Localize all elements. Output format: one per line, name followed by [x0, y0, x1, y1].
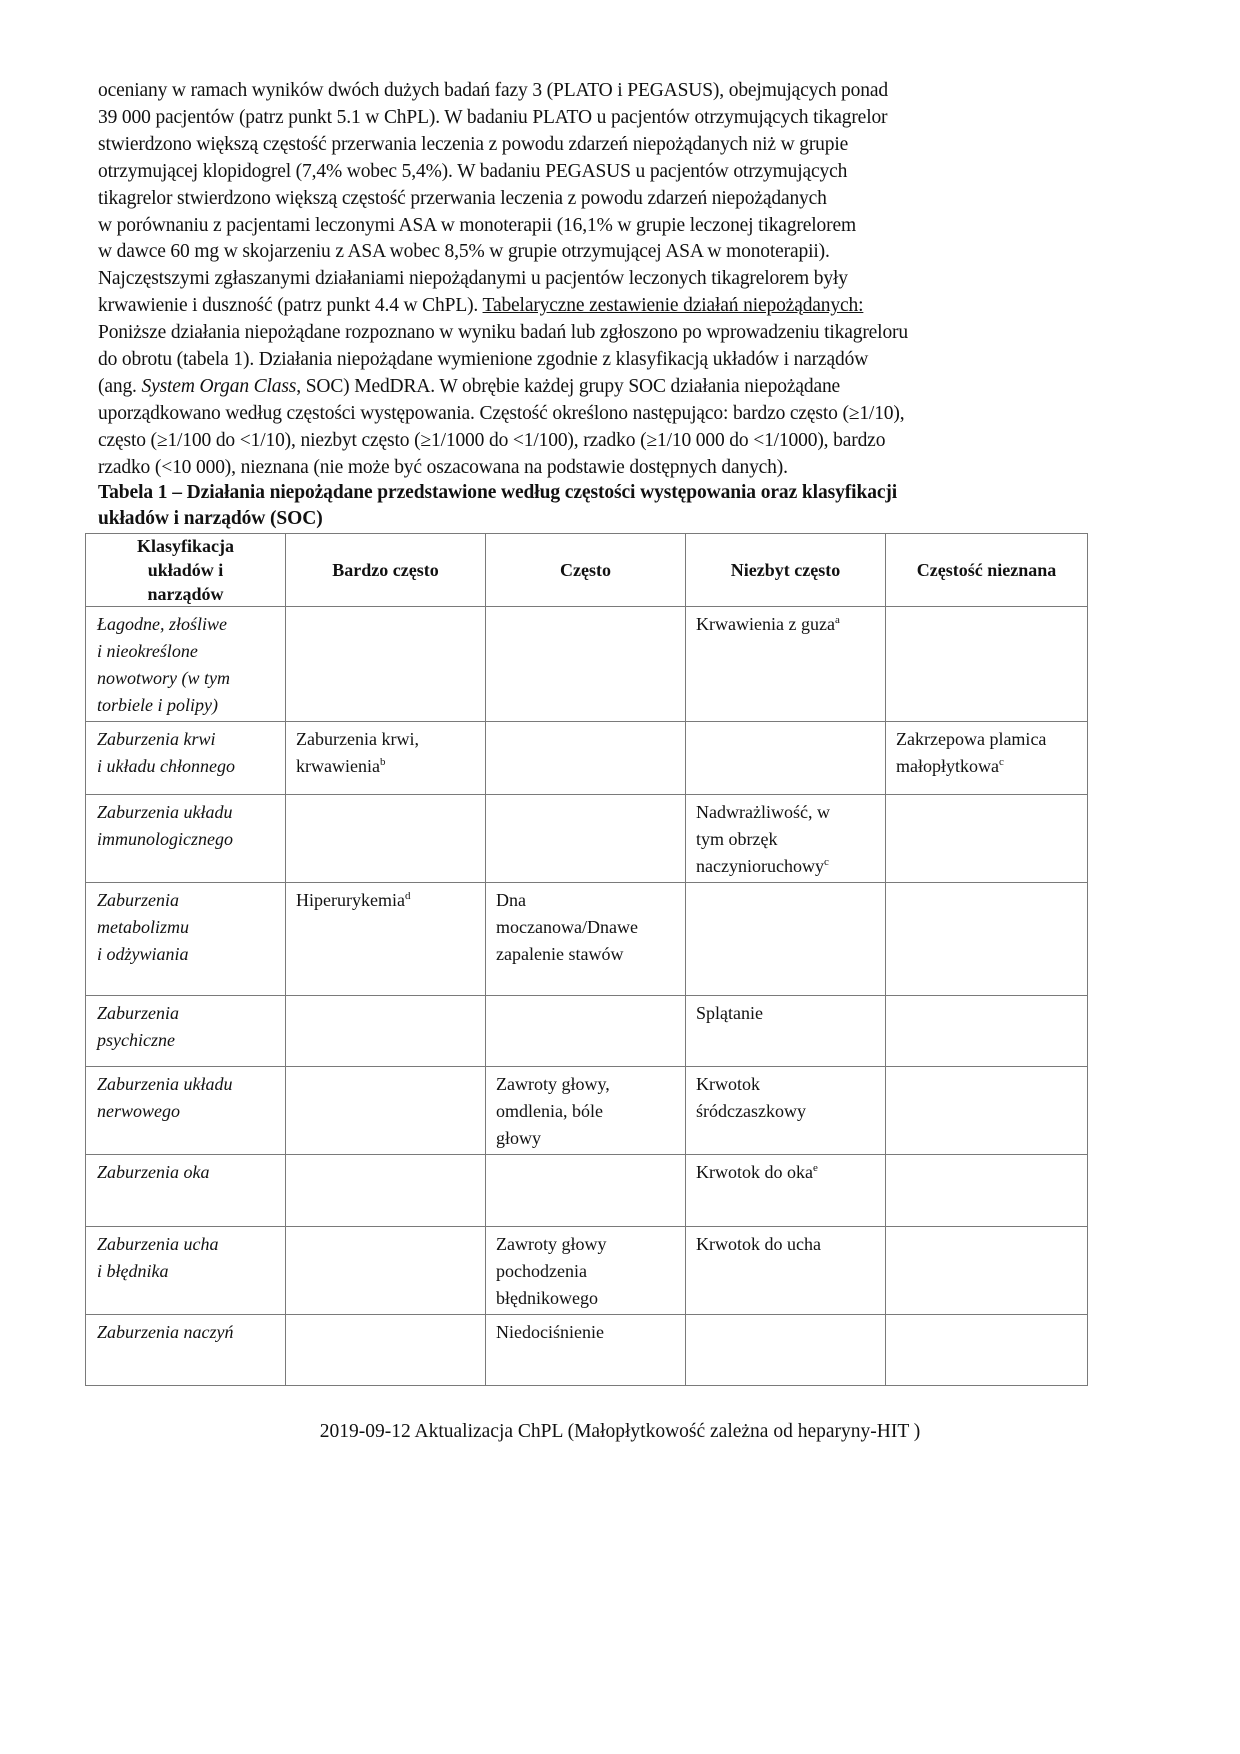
- cell-common: [486, 607, 686, 722]
- paragraph-line: rzadko (<10 000), nieznana (nie może być oszacowana na podstawie dostępnych danych).: [98, 456, 788, 478]
- soc-text: Zaburzenia krwi: [97, 729, 216, 749]
- cell-very-common: [286, 1227, 486, 1315]
- footnote-marker: c: [998, 756, 1004, 768]
- cell-unknown: [886, 1315, 1088, 1386]
- reaction-text: błędnikowego: [496, 1288, 598, 1308]
- cell-common: [486, 1067, 686, 1155]
- cell-uncommon: [686, 1067, 886, 1155]
- paragraph-text: , SOC) MedDRA. W obrębie każdej grupy SOC działania niepożądane: [296, 375, 841, 397]
- cell-uncommon: [686, 795, 886, 883]
- cell-very-common: [286, 1155, 486, 1227]
- soc-text: Zaburzenia układu: [97, 802, 233, 822]
- table-row: [86, 722, 1088, 795]
- cell-unknown: [886, 1227, 1088, 1315]
- cell-soc: [86, 1227, 286, 1315]
- paragraph-line: w porównaniu z pacjentami leczonymi ASA w monoterapii (16,1% w grupie leczonej tikagrelorem: [98, 214, 857, 236]
- cell-uncommon: [686, 883, 886, 996]
- cell-common: [486, 1227, 686, 1315]
- reaction-text: Nadwrażliwość, w: [696, 802, 830, 822]
- cell-common: [486, 722, 686, 795]
- cell-very-common: [286, 722, 486, 795]
- cell-unknown: [886, 883, 1088, 996]
- paragraph-line: otrzymującej klopidogrel (7,4% wobec 5,4%). W badaniu PEGASUS u pacjentów otrzymujących: [98, 160, 848, 182]
- reaction-text: naczynioruchowy$^c$: [696, 856, 829, 876]
- cell-unknown: [886, 1155, 1088, 1227]
- cell-very-common: [286, 996, 486, 1067]
- cell-very-common: [286, 795, 486, 883]
- reaction-text: Zawroty głowy,: [496, 1074, 610, 1094]
- soc-text: Zaburzenia ucha: [97, 1234, 219, 1254]
- paragraph-line: [98, 374, 1088, 401]
- cell-very-common: [286, 1067, 486, 1155]
- table-row: [86, 1067, 1088, 1155]
- soc-text: Zaburzenia: [97, 890, 180, 910]
- footnote-marker: a: [834, 614, 840, 626]
- cell-soc: [86, 1155, 286, 1227]
- cell-unknown: [886, 1067, 1088, 1155]
- footnote-marker: b: [379, 756, 386, 768]
- reaction-text: Dna: [496, 890, 526, 910]
- table-header-row: [86, 534, 1088, 607]
- cell-unknown: [886, 795, 1088, 883]
- body-paragraph: [98, 78, 1088, 482]
- cell-very-common: [286, 1315, 486, 1386]
- table-row: [86, 1155, 1088, 1227]
- reaction-text: Krwotok do ucha: [696, 1234, 821, 1254]
- reaction-text: Krwotok: [696, 1074, 760, 1094]
- header-common: [486, 534, 686, 607]
- cell-soc: [86, 883, 286, 996]
- cell-very-common: [286, 607, 486, 722]
- table-row: [86, 607, 1088, 722]
- cell-common: [486, 1155, 686, 1227]
- header-soc: [86, 534, 286, 607]
- reaction-text: Hiperurykemia$^d$: [296, 890, 411, 910]
- soc-text: Zaburzenia: [97, 1003, 180, 1023]
- cell-uncommon: [686, 1227, 886, 1315]
- header-text: Klasyfikacja: [137, 536, 234, 556]
- paragraph-line: oceniany w ramach wyników dwóch dużych badań fazy 3 (PLATO i PEGASUS), obejmujących ponad: [98, 80, 888, 101]
- table-row: [86, 795, 1088, 883]
- cell-soc: [86, 1067, 286, 1155]
- cell-uncommon: [686, 1315, 886, 1386]
- header-text: układów i: [147, 560, 224, 580]
- footnote-marker: d: [404, 890, 411, 902]
- reaction-text: zapalenie stawów: [496, 944, 624, 964]
- table-row: [86, 996, 1088, 1067]
- footnote-marker: c: [823, 856, 829, 868]
- cell-soc: [86, 795, 286, 883]
- cell-uncommon: [686, 996, 886, 1067]
- reaction-text: krwawienia$^b$: [296, 756, 386, 776]
- soc-text: psychiczne: [97, 1030, 175, 1050]
- paragraph-line: często (≥1/100 do <1/10), niezbyt często (≥1/1000 do <1/100), rzadko (≥1/10 000 do <1/1000), bardzo: [98, 429, 886, 451]
- reaction-text: tym obrzęk: [696, 829, 778, 849]
- header-text: Często: [560, 560, 611, 580]
- paragraph-line: tikagrelor stwierdzono większą częstość przerwania leczenia z powodu zdarzeń niepożądanych: [98, 187, 827, 209]
- table-row: [86, 883, 1088, 996]
- header-text: Częstość nieznana: [916, 560, 1057, 580]
- reaction-text: Krwawienia z guza$^a$: [696, 614, 840, 634]
- paragraph-text: (ang.: [98, 375, 142, 397]
- adverse-reactions-table: [85, 533, 1088, 1386]
- header-unknown: [886, 534, 1088, 607]
- reaction-text: omdlenia, bóle: [496, 1101, 603, 1121]
- cell-soc: [86, 996, 286, 1067]
- paragraph-line: 39 000 pacjentów (patrz punkt 5.1 w ChPL). W badaniu PLATO u pacjentów otrzymujących tikagrelor: [98, 106, 888, 128]
- paragraph-line: w dawce 60 mg w skojarzeniu z ASA wobec 8,5% w grupie otrzymującej ASA w monoterapii).: [98, 241, 830, 263]
- soc-text: immunologicznego: [97, 829, 233, 849]
- cell-soc: [86, 607, 286, 722]
- reaction-text: głowy: [496, 1128, 541, 1148]
- caption-line: Tabela 1 – Działania niepożądane przedstawione według częstości występowania oraz klasyfikacji: [98, 482, 898, 503]
- soc-text: i odżywiania: [97, 944, 189, 964]
- soc-text: metabolizmu: [97, 917, 189, 937]
- document-footer: 2019-09-12 Aktualizacja ChPL (Małopłytkowość zależna od heparyny-HIT ): [319, 1421, 921, 1442]
- soc-text: Zaburzenia oka: [97, 1162, 210, 1182]
- italic-term: System Organ Class: [141, 375, 297, 397]
- caption-line: układów i narządów (SOC): [98, 508, 323, 529]
- paragraph-line: stwierdzono większą częstość przerwania leczenia z powodu zdarzeń niepożądanych niż w grupie: [98, 133, 849, 155]
- header-text: Niezbyt często: [730, 560, 841, 580]
- cell-uncommon: [686, 722, 886, 795]
- paragraph-text: krwawienie i duszność (patrz punkt 4.4 w ChPL).: [98, 295, 483, 317]
- cell-common: [486, 883, 686, 996]
- reaction-text: Krwotok do oka$^e$: [696, 1162, 818, 1182]
- cell-uncommon: [686, 1155, 886, 1227]
- paragraph-line: Poniższe działania niepożądane rozpoznano w wyniku badań lub zgłoszono po wprowadzeniu tikagreloru: [98, 322, 908, 344]
- cell-common: [486, 795, 686, 883]
- reaction-text: Zakrzepowa plamica: [896, 729, 1047, 749]
- section-heading-underlined: Tabelaryczne zestawienie działań niepożądanych:: [482, 295, 864, 317]
- soc-text: i układu chłonnego: [97, 756, 235, 776]
- footnote-marker: e: [812, 1162, 818, 1174]
- cell-soc: [86, 722, 286, 795]
- header-uncommon: [686, 534, 886, 607]
- cell-common: [486, 996, 686, 1067]
- soc-text: nowotwory (w tym: [97, 668, 230, 688]
- soc-text: i nieokreślone: [97, 641, 198, 661]
- reaction-text: śródczaszkowy: [696, 1101, 806, 1121]
- reaction-text: pochodzenia: [496, 1261, 587, 1281]
- cell-uncommon: [686, 607, 886, 722]
- paragraph-line: uporządkowano według częstości występowania. Częstość określono następująco: bardzo często (≥1/10),: [98, 402, 905, 424]
- header-text: narządów: [147, 584, 224, 604]
- soc-text: Zaburzenia układu: [97, 1074, 233, 1094]
- reaction-text: moczanowa/Dnawe: [496, 917, 638, 937]
- reaction-text: Zaburzenia krwi,: [296, 729, 419, 749]
- cell-unknown: [886, 722, 1088, 795]
- header-text: Bardzo często: [332, 560, 439, 580]
- table-row: [86, 1227, 1088, 1315]
- table-caption: [98, 480, 1088, 532]
- reaction-text: Splątanie: [696, 1003, 763, 1023]
- soc-text: torbiele i polipy): [97, 695, 218, 715]
- paragraph-line: Najczęstszymi zgłaszanymi działaniami niepożądanymi u pacjentów leczonych tikagrelorem były: [98, 268, 848, 290]
- cell-soc: [86, 1315, 286, 1386]
- cell-very-common: [286, 883, 486, 996]
- reaction-text: małopłytkowa$^c$: [896, 756, 1004, 776]
- paragraph-line: do obrotu (tabela 1). Działania niepożądane wymienione zgodnie z klasyfikacją układów i narządów: [98, 349, 869, 371]
- soc-text: i błędnika: [97, 1261, 169, 1281]
- header-very-common: [286, 534, 486, 607]
- cell-unknown: [886, 607, 1088, 722]
- reaction-text: Niedociśnienie: [496, 1322, 604, 1342]
- cell-unknown: [886, 996, 1088, 1067]
- table-row: [86, 1315, 1088, 1386]
- soc-text: nerwowego: [97, 1101, 180, 1121]
- soc-text: Zaburzenia naczyń: [97, 1322, 234, 1342]
- paragraph-line: [98, 293, 1088, 320]
- soc-text: Łagodne, złośliwe: [97, 614, 228, 634]
- cell-common: [486, 1315, 686, 1386]
- reaction-text: Zawroty głowy: [496, 1234, 607, 1254]
